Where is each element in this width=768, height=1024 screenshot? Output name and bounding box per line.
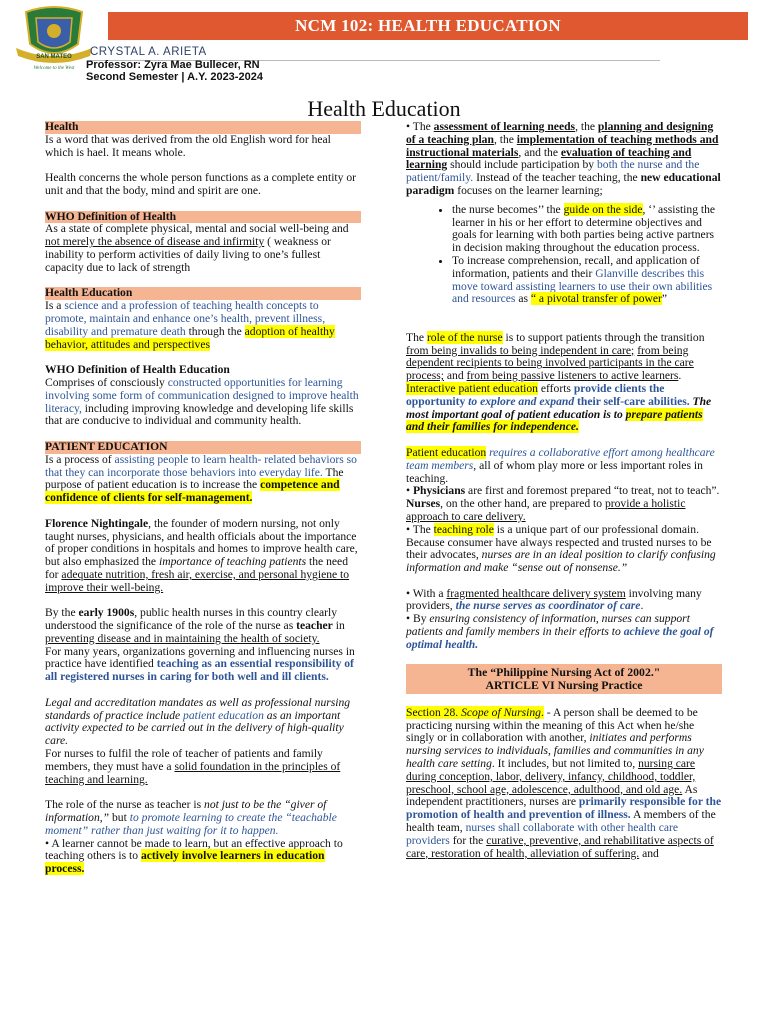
course-title: NCM 102: HEALTH EDUCATION: [108, 12, 748, 40]
role-of-nurse-paragraph: The role of the nurse is to support patients through the transition from being invalids to being independent in care; from being dependent recipients to being involved participants in the care process; and from being passive listeners to active learners. Interactive patient education efforts provide clients the opportunity to explore and expand their self-care abilities. The most important goal of patient education is to prepare patients and their families for independence.: [406, 330, 712, 434]
heading-health: Health: [45, 121, 361, 134]
teaching-role-text: • The teaching role is a unique part of our professional domain. Because consumer have always respected and trusted nurses to be their advocates, nurses are in an ideal position to clarify confusing information and make “sense out of nonsense.”: [406, 522, 716, 575]
patient-education-collab: Patient education requires a collaborative effort among healthcare team members, all of whom play more or less important roles in teaching.: [406, 445, 715, 485]
heading-patient-education: PATIENT EDUCATION: [45, 441, 361, 454]
early-1900s-text: By the early 1900s, public health nurses in this country clearly understood the significance of the role of the nurse as teacher in preventing disease and in maintaining the health of society.: [45, 606, 345, 645]
fragmented-care-text: • With a fragmented healthcare delivery system involving many providers, the nurse serves as coordinator of care.: [406, 586, 702, 613]
paradigm-list: [406, 204, 722, 306]
health-definition: Is a word that was derived from the old English word for heal which is hael. It means whole.: [45, 132, 331, 159]
health-education-text: Is a science and a profession of teaching health concepts to promote, maintain and enhance one’s health, prevent illness, disability and premature death through the adoption of healthy behavior, attitudes and perspectives: [45, 299, 335, 351]
svg-text:SAN MATEO: SAN MATEO: [36, 54, 72, 60]
right-column: [406, 121, 722, 860]
professor-info: [86, 59, 263, 83]
organizations-text: For many years, organizations governing and influencing nurses in practice have identified teaching as an essential responsibility of all registered nurses in caring for both well and ill clients.: [45, 644, 355, 684]
health-concerns: Health concerns the whole person functions as a complete entity or unit and that the body, mind and spirit are one.: [45, 171, 356, 197]
left-column: [45, 121, 360, 889]
assessment-paragraph: • The assessment of learning needs, the planning and designing of a teaching plan, the implementation of teaching methods and instructional materials, and the evaluation of teaching and learning should include participation by both the nurse and the patient/family. Instead of the teacher teaching, the new educational paradigm focuses on the learner learning;: [406, 120, 721, 197]
who-health-text: As a state of complete physical, mental and social well-being and not merely the absence of disease and infirmity ( weakness or inability to perform activities of daily living to one’s fullest capacity due to lack of strength: [45, 222, 349, 274]
role-as-teacher-text: The role of the nurse as teacher is not just to be the “giver of information,” but to promote learning to create the “teachable moment” rather than just waiting for it to happen.: [45, 798, 337, 837]
student-name: CRYSTAL A. ARIETA: [90, 46, 207, 58]
physicians-text: • Physicians are first and foremost prepared “to treat, not to teach”.: [406, 484, 720, 498]
who-health-education-text: Comprises of consciously constructed opportunities for learning involving some form of communication designed to improve health literacy, including improving knowledge and developing life skills that are conducive to individual and community health.: [45, 375, 359, 428]
document-title: Health Education: [307, 96, 461, 121]
consistency-text: • By ensuring consistency of information, nurses can support patients and family members in their efforts to achieve the goal of optimal health.: [406, 612, 714, 651]
patient-education-text: Is a process of assisting people to learn health- related behaviors so that they can incorporate those behaviors into everyday life. The purpose of patient education is to increase the competence and confidence of clients for self-management.: [45, 452, 357, 505]
nurses-text: Nurses, on the other hand, are prepared to provide a holistic approach to care delivery.: [406, 497, 686, 523]
heading-who-health-education: WHO Definition of Health Education: [45, 363, 230, 377]
nursing-act-heading: The “Philippine Nursing Act of 2002." ARTICLE VI Nursing Practice: [406, 664, 722, 694]
heading-who-health: WHO Definition of Health: [45, 211, 361, 224]
florence-nightingale-text: Florence Nightingale, the founder of modern nursing, not only taught nurses, physicians, and health officials about the importance of proper conditions in hospitals and homes to improve health care, but also emphasized the importance of teaching patients the need for adequate nutrition, fresh air, exercise, and personal hygiene to improve their well-being.: [45, 516, 358, 594]
list-item: • the nurse becomes’’ the guide on the side, ‘’ assisting the learner in his or her effort to determine objectives and goals for learning with both parties being active partners in decision making throughout the education process.: [452, 204, 722, 255]
learner-involvement-text: • A learner cannot be made to learn, but an effective approach to teaching others is to actively involve learners in education process.: [45, 836, 343, 876]
school-logo: [12, 4, 96, 72]
svg-text:Welcome to the West: Welcome to the West: [33, 66, 75, 71]
teacher-foundation-text: For nurses to fulfil the role of teacher of patients and family members, they must have a solid foundation in the principles of teaching and learning.: [45, 747, 341, 786]
list-item: • To increase comprehension, recall, and application of information, patients and their Glanville describes this move toward assisting learners to use their own abilities and resources as “ a pivotal transfer of power”: [452, 255, 722, 306]
heading-health-education: Health Education: [45, 287, 361, 300]
semester: Second Semester | A.Y. 2023-2024: [86, 71, 263, 83]
section-28-text: Section 28. Scope of Nursing. - A person shall be deemed to be practicing nursing within the meaning of this Act when he/she singly or in collaboration with another, initiates and performs nursing services to individuals, families and communities in any health care setting. It includes, but not limited to, nursing care during conception, labor, delivery, infancy, childhood, toddler, preschool, school age, adolescence, adulthood, and old age. As independent practitioners, nurses are primarily responsible for the promotion of health and prevention of illness. A members of the health team, nurses shall collaborate with other health care providers for the curative, preventive, and rehabilitative aspects of care, restoration of health, alleviation of suffering. and: [406, 705, 722, 860]
professor-name: Professor: Zyra Mae Bullecer, RN: [86, 59, 260, 71]
legal-mandates-text: Legal and accreditation mandates as well as professional nursing standards of practice include patient education as an important activity expected to be carried out in the delivery of high-quality care.: [45, 695, 351, 748]
